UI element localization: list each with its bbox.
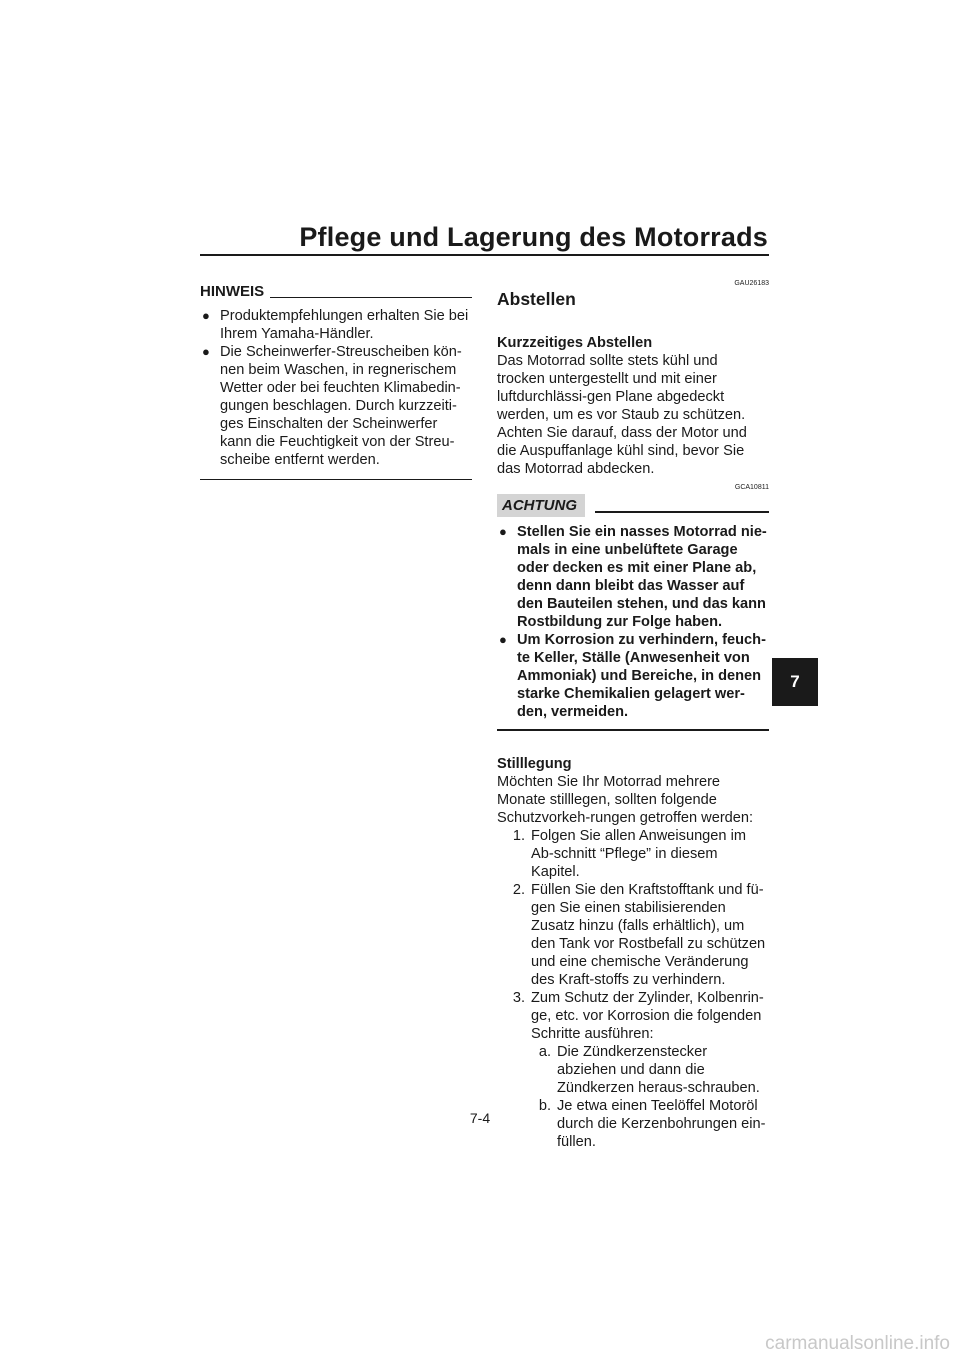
short-term-text: Das Motorrad sollte stets kühl und trocken untergestellt und mit einer luftdurchlässi-gen Plane abgedeckt werden, um es vor Staub zu schützen. Achten Sie darauf, dass der Motor und die Auspuffanlage kühl sind, bevor Sie das Motorrad abdecken. (497, 353, 747, 477)
achtung-label: ACHTUNG (497, 494, 585, 517)
list-item (200, 307, 472, 343)
hinweis-list (200, 307, 472, 469)
right-column (497, 280, 769, 1151)
bullet-text: Die Scheinwerfer-Streuscheiben kön-nen beim Waschen, in regnerischem Wetter oder bei feuchten Klimabedin-gungen beschlagen. Durch kurzzeiti-ges Einschalten der Scheinwerfer kann die Feuchtigkeit von der Streu-scheibe entfernt werden. (220, 344, 462, 468)
substep-item (525, 1043, 769, 1097)
list-item (497, 631, 769, 721)
bullet-icon: ● (499, 632, 507, 647)
step-text: Füllen Sie den Kraftstofftank und fü-gen Sie einen stabilisierenden Zusatz hinzu (falls erhältlich), um den Tank vor Rostbefall zu schützen und eine chemische Veränderung des Kraft-stoffs zu verhindern. (531, 882, 766, 988)
step-number: 2. (512, 882, 525, 898)
achtung-list (497, 523, 769, 721)
step-number: 3. (512, 990, 525, 1006)
bullet-icon: ● (202, 308, 210, 323)
hinweis-rule (270, 297, 472, 298)
step-text: Folgen Sie allen Anweisungen im Ab-schnitt “Pflege” in diesem Kapitel. (531, 828, 746, 880)
achtung-code: GCA10811 (734, 484, 769, 491)
substep-text: Die Zündkerzenstecker abziehen und dann die Zündkerzen heraus-schrauben. (557, 1044, 760, 1096)
step-item (497, 827, 769, 881)
hinweis-end-rule (200, 479, 472, 480)
left-column (200, 280, 472, 480)
step-text: Zum Schutz der Zylinder, Kolbenrin-ge, etc. vor Korrosion die folgenden Schritte ausführen: (531, 990, 764, 1042)
chapter-tab: 7 (772, 658, 818, 706)
bullet-text: Um Korrosion zu verhindern, feuch-te Keller, Ställe (Anwesenheit von Ammoniak) und Bereiche, in denen starke Chemikalien gelagert wer-den, vermeiden. (517, 632, 766, 720)
storage-intro: Möchten Sie Ihr Motorrad mehrere Monate stilllegen, sollten folgende Schutzvorkeh-rungen getroffen werden: (497, 774, 754, 826)
watermark: carmanualsonline.info (765, 1333, 950, 1354)
step-item (497, 881, 769, 989)
bullet-icon: ● (499, 524, 507, 539)
section-title: Abstellen (497, 289, 576, 309)
page-title: Pflege und Lagerung des Motorrads (299, 222, 768, 252)
hinweis-header (200, 283, 472, 301)
step-number: 1. (512, 828, 525, 844)
section-code: GAU26183 (734, 280, 769, 287)
list-item (497, 523, 769, 631)
list-item (200, 343, 472, 469)
bullet-text: Stellen Sie ein nasses Motorrad nie-mals in eine unbelüftete Garage oder decken es mit einer Plane ab, denn dann bleibt das Wasser auf den Bauteilen stehen, und das kann Rostbildung zur Folge haben. (517, 524, 767, 630)
substep-text: Je etwa einen Teelöffel Motoröl durch die Kerzenbohrungen ein-füllen. (557, 1098, 766, 1150)
hinweis-label: HINWEIS (200, 283, 265, 300)
title-rule (200, 254, 769, 256)
step-item (497, 989, 769, 1043)
bullet-icon: ● (202, 344, 210, 359)
page-number: 7-4 (469, 1110, 491, 1126)
substep-letter: b. (538, 1098, 551, 1114)
bullet-text: Produktempfehlungen erhalten Sie bei Ihrem Yamaha-Händler. (220, 308, 469, 342)
storage-heading: Stilllegung (497, 756, 572, 772)
substep-letter: a. (538, 1044, 551, 1060)
achtung-rule (595, 511, 769, 513)
short-term-heading: Kurzzeitiges Abstellen (497, 335, 653, 351)
achtung-header (497, 494, 769, 517)
